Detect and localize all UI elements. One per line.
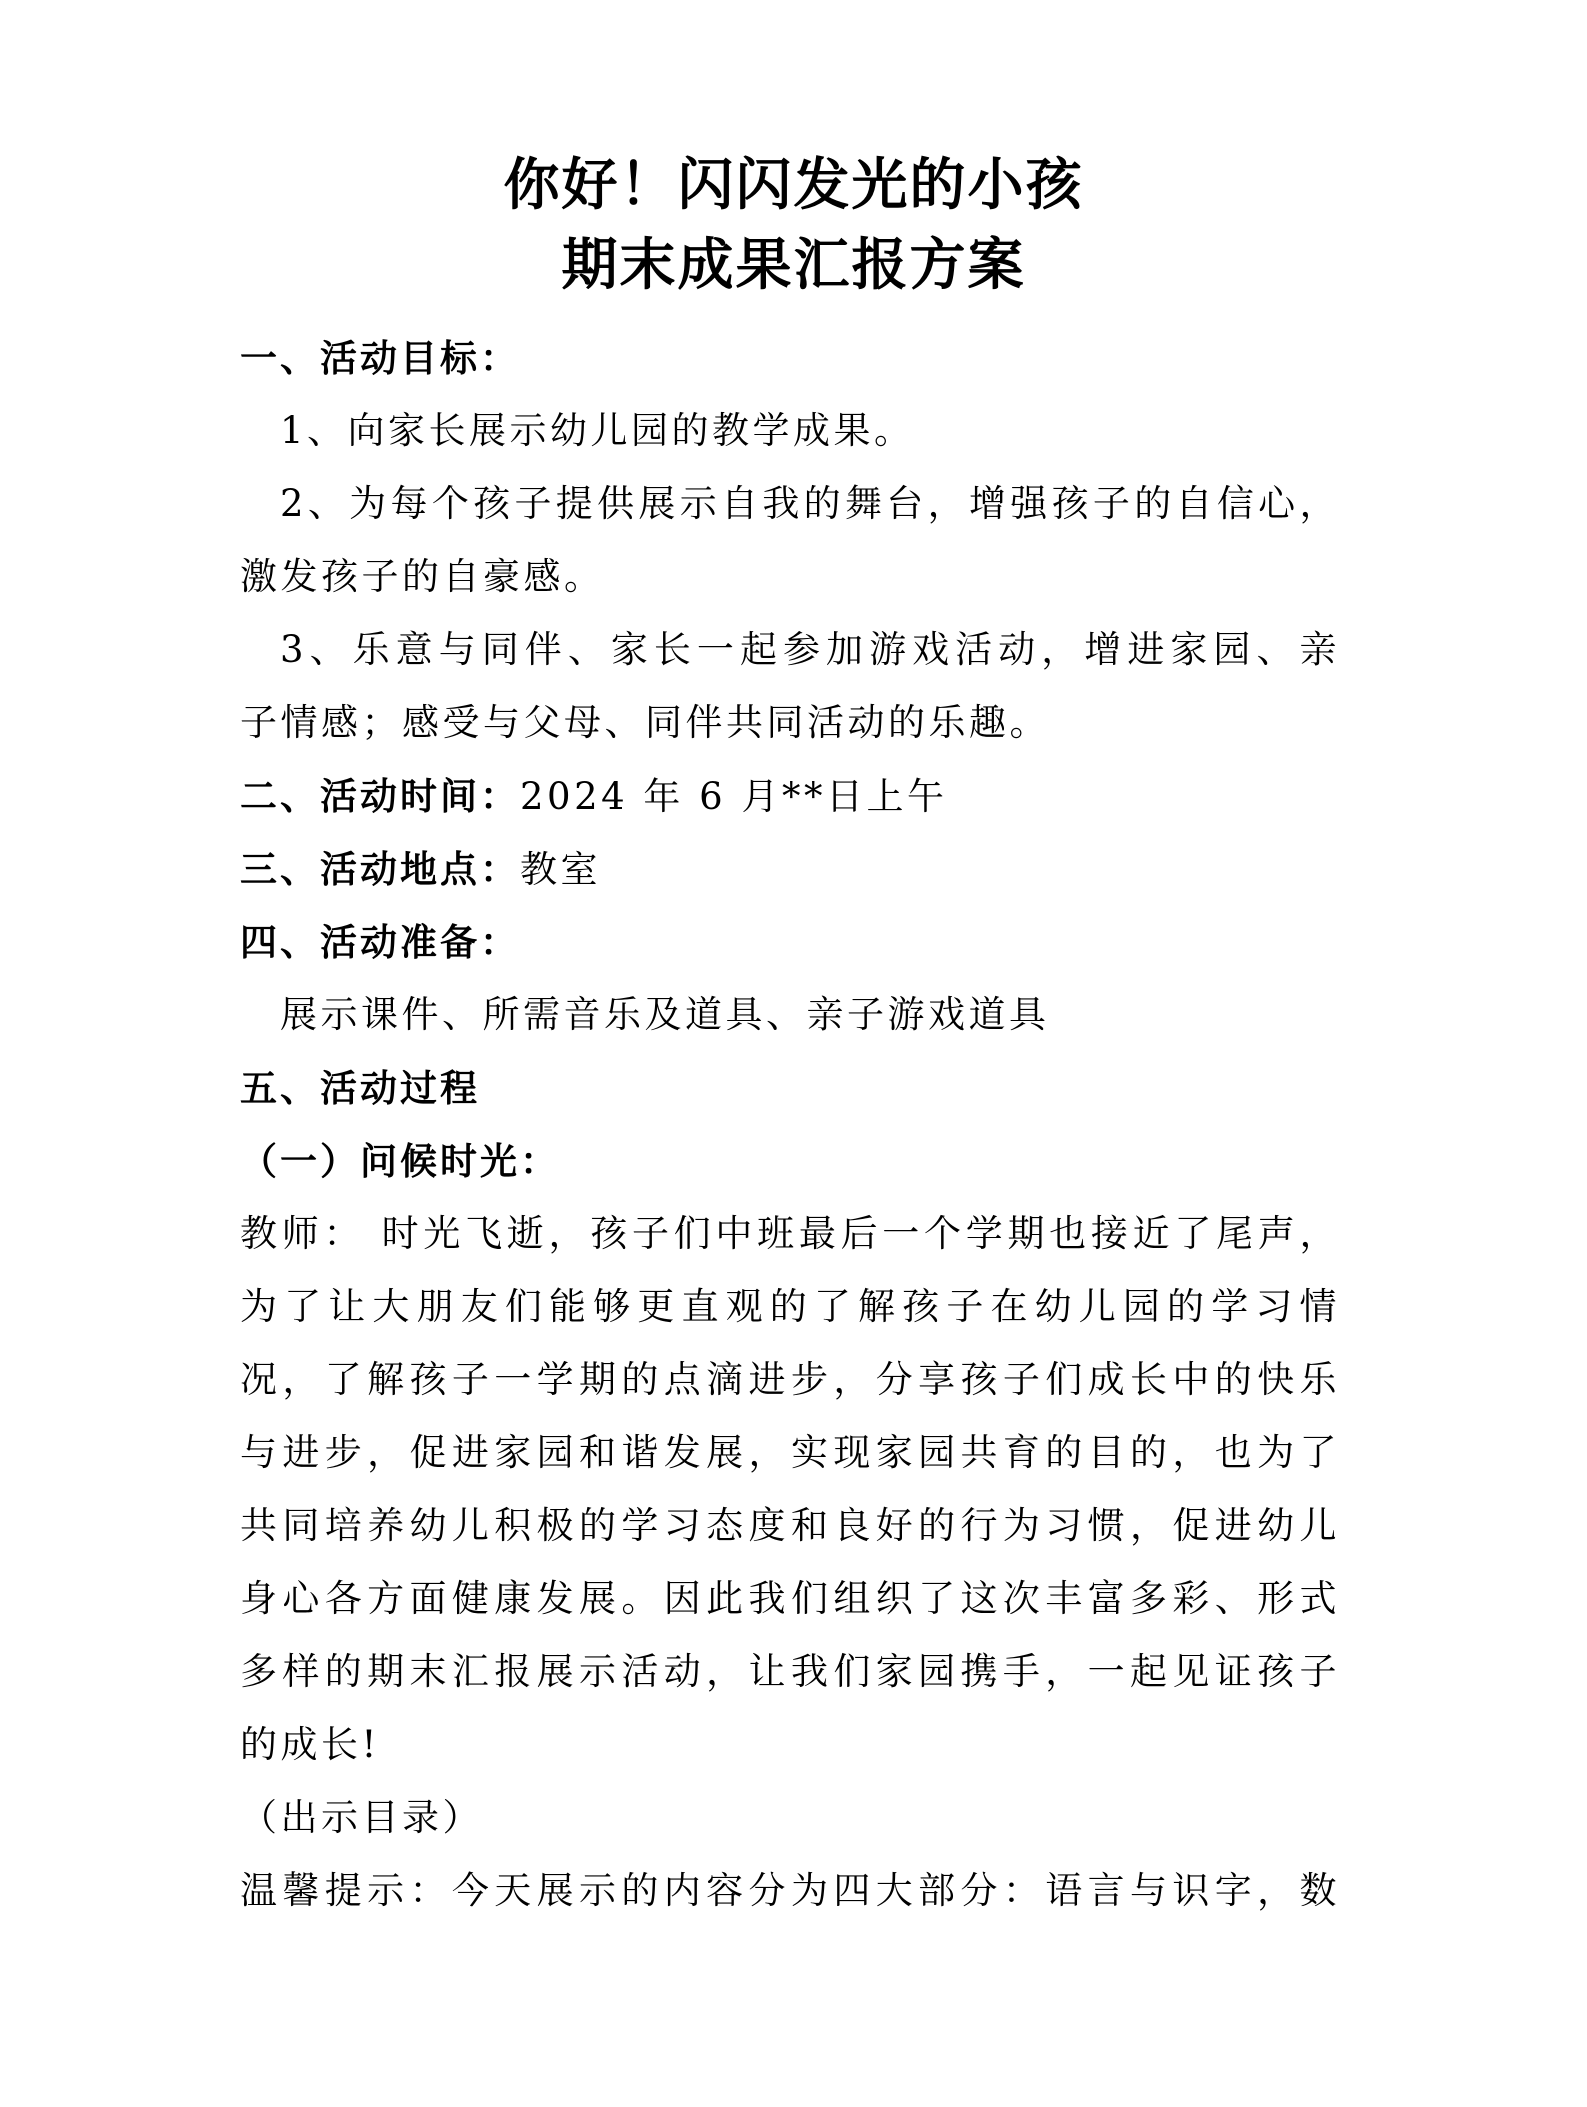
paragraph-line-2: 为了让大朋友们能够更直观的了解孩子在幼儿园的学习情 xyxy=(240,1285,1340,1328)
goal-item-2-cont: 激发孩子的自豪感。 xyxy=(240,555,605,598)
section-heading-time: 二、活动时间： xyxy=(240,774,520,818)
section-heading-process: 五、活动过程 xyxy=(240,1066,480,1110)
paragraph-line-6: 身心各方面健康发展。因此我们组织了这次丰富多彩、形式 xyxy=(240,1577,1340,1620)
paragraph-line-8: 的成长! xyxy=(240,1723,380,1766)
subsection-heading-greeting: （一）问候时光： xyxy=(240,1139,560,1183)
goal-item-3: 3、乐意与同伴、家长一起参加游戏活动，增进家园、亲 xyxy=(280,628,1340,671)
show-toc-note: （出示目录） xyxy=(240,1796,483,1839)
tip-line: 温馨提示：今天展示的内容分为四大部分：语言与识字，数 xyxy=(240,1869,1340,1912)
activity-time-value: 2024 年 6 月**日上午 xyxy=(520,775,948,818)
paragraph-line-5: 共同培养幼儿积极的学习态度和良好的行为习惯，促进幼儿 xyxy=(240,1504,1340,1547)
activity-location-value: 教室 xyxy=(520,848,601,891)
preparation-value: 展示课件、所需音乐及道具、亲子游戏道具 xyxy=(280,993,1050,1036)
goal-item-3-cont: 子情感；感受与父母、同伴共同活动的乐趣。 xyxy=(240,701,1050,744)
paragraph-line-1: 教师： 时光飞逝，孩子们中班最后一个学期也接近了尾声， xyxy=(240,1212,1340,1255)
section-time xyxy=(240,771,1340,822)
section-heading-goals: 一、活动目标： xyxy=(240,336,520,380)
paragraph-line-7: 多样的期末汇报展示活动，让我们家园携手，一起见证孩子 xyxy=(240,1650,1340,1693)
paragraph-line-3: 况，了解孩子一学期的点滴进步，分享孩子们成长中的快乐 xyxy=(240,1358,1340,1401)
section-heading-location: 三、活动地点： xyxy=(240,847,520,891)
document-title-line2: 期末成果汇报方案 xyxy=(561,232,1026,298)
section-heading-preparation: 四、活动准备： xyxy=(240,920,520,964)
paragraph-line-4: 与进步，促进家园和谐发展，实现家园共育的目的，也为了 xyxy=(240,1431,1340,1474)
section-location xyxy=(240,844,1340,895)
goal-item-2: 2、为每个孩子提供展示自我的舞台，增强孩子的自信心， xyxy=(280,482,1340,525)
document-title-line1: 你好！闪闪发光的小孩 xyxy=(503,152,1084,218)
goal-item-1: 1、向家长展示幼儿园的教学成果。 xyxy=(280,409,915,452)
